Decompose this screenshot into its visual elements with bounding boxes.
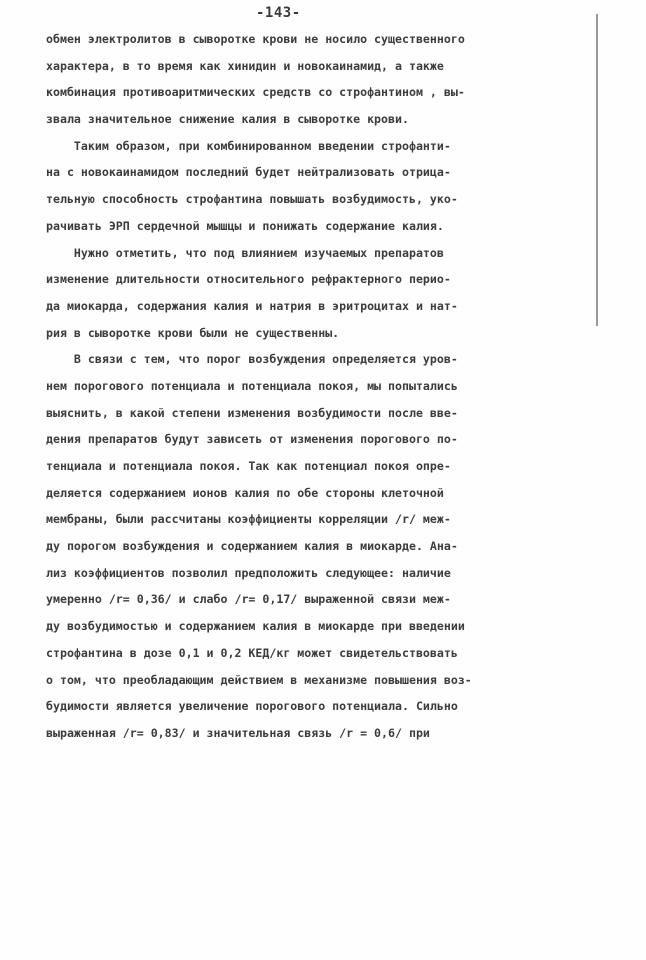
- text-line: ду возбудимостью и содержанием калия в миокарде при введении: [46, 619, 465, 634]
- text-line: изменение длительности относительного рефрактерного перио-: [46, 272, 451, 287]
- text-line: нем порогового потенциала и потенциала покоя, мы попытались: [46, 378, 458, 393]
- text-line: да миокарда, содержания калия и натрия в эритроцитах и нат-: [46, 298, 458, 313]
- text-line: тельную способность строфантина повышать возбудимость, уко-: [46, 192, 458, 207]
- text-line: умеренно /r= 0,36/ и слабо /r= 0,17/ выраженной связи меж-: [46, 592, 451, 607]
- text-line: дения препаратов будут зависеть от изменения порогового по-: [46, 432, 458, 447]
- text-line: выяснить, в какой степени изменения возбудимости после вве-: [46, 405, 458, 420]
- text-line: звала значительное снижение калия в сыворотке крови.: [46, 112, 409, 127]
- text-line: лиз коэффициентов позволил предположить следующее: наличие: [46, 565, 451, 580]
- text-line: В связи с тем, что порог возбуждения определяется уров-: [46, 352, 458, 367]
- page-edge-line: [596, 14, 598, 326]
- text-line: о том, что преобладающим действием в механизме повышения воз-: [46, 672, 472, 687]
- text-line: комбинация противоаритмических средств со строфантином , вы-: [46, 85, 465, 100]
- text-line: тенциала и потенциала покоя. Так как потенциал покоя опре-: [46, 459, 451, 473]
- text-line: характера, в то время как хинидин и новокаинамид, а также: [46, 58, 444, 73]
- text-line: ду порогом возбуждения и содержанием калия в миокарде. Ана-: [46, 539, 458, 554]
- body-text: [46, 26, 594, 747]
- text-line: на с новокаинамидом последний будет нейтрализовать отрица-: [46, 165, 451, 180]
- text-line: строфантина в дозе 0,1 и 0,2 КЕД/кг может свидетельствовать: [46, 645, 458, 660]
- text-line: будимости является увеличение порогового потенциала. Сильно: [46, 699, 458, 714]
- text-line: Нужно отметить, что под влиянием изучаемых препаратов: [46, 245, 444, 260]
- text-line: деляется содержанием ионов калия по обе стороны клеточной: [46, 485, 444, 500]
- text-line: рия в сыворотке крови были не существенны.: [46, 325, 340, 340]
- page-number: -143-: [256, 5, 301, 21]
- text-line: Таким образом, при комбинированном введении строфанти-: [46, 138, 451, 153]
- text-line: мембраны, были рассчитаны коэффициенты корреляции /r/ меж-: [46, 512, 451, 527]
- text-line: рачивать ЭРП сердечной мышцы и понижать содержание калия.: [46, 218, 444, 233]
- text-line: обмен электролитов в сыворотке крови не носило существенного: [46, 32, 465, 46]
- text-line: выраженная /r= 0,83/ и значительная связь /r = 0,6/ при: [46, 725, 430, 740]
